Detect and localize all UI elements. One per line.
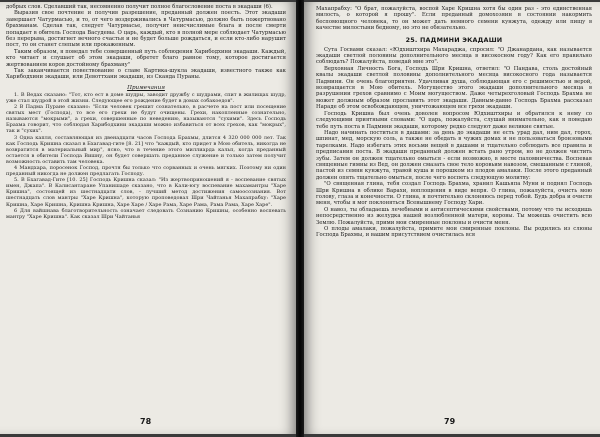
left-page bbox=[0, 2, 296, 434]
chapter-title: 25. ПАДМИНИ ЭКАДАШИ bbox=[405, 35, 503, 44]
paragraph: О плоды амалаки, пожалуйста, примите мои смиренные поклоны. Вы родились из слюны Господа Брахмы, и вашим присутствием очистилась вся bbox=[316, 226, 592, 239]
paragraph: добрых слов. Сделавший так, несомненно получит полное благословение поста в экадаши (6). bbox=[6, 4, 273, 10]
note-item: 3 Одна капля, составляющая из двенадцати часов Господа Брахмы, длится 4 320 000 000 лет. Так как Господь Кришна сказал в Бхагавад-гите [8. 21] что "каждый, кто придет в Мою обитель, никогда не возвратится в материальный мир", ясно, что в течение этого миллиарда кальп, когда преданный остается в обители Господа Вишну, он будет совершать преданное служение и только затем получит возможность оставить там человека. bbox=[6, 134, 286, 165]
notes-list bbox=[6, 92, 286, 220]
paragraph: Выразив свое почтение и получив разрешение, преданный должен поесть. Этот экадаши завершает Чатурмасью, и то, от чего воздерживались в Чатурмасью, должно быть пожертвовано брахманам. Сделав так, следует Чатурмасье, получит неисчислимые блага и после смерти попадает в обитель Господа Васудевы. О царь, каждый, кто в полной мере соблюдает Чатурмасью без перерыва, достигнет вечного счастья и не будет больше рождаться, и если кто-либо нарушит пост, то он станет слепым или прокаженным. bbox=[6, 10, 286, 49]
right-page-text bbox=[316, 6, 592, 239]
paragraph: Верховная Личность Бога, Господь Шри Кришна, ответил: "О Пандава, столь достойный квалы экадаши светлой половины дополнительного месяца високосного года называется Падмини. Он очень благоприятен. Удачливая душа, соблюдающая его с решимостью и верой, возвращается в Мою обитель. Могущество этого экадаши дополнительного месяца в разрушении грехов сравнимо с Моим могуществом. Даже четырехголовый Господь Брахма не может должным образом прославить этот экадаши. Давным-давно Господь Брахма рассказал Нараде об этом освобождающем, уничтожающем все грехи экадаши. bbox=[316, 65, 592, 111]
notes-heading: Примечания bbox=[127, 84, 165, 91]
paragraph: Господь Кришна был очень доволен вопросом Юдхиштхиры и обратился к нему со следующими приятными словами: "О царь, пожалуйста, слушай внимательно, как я поведаю тебе путь поста в Падмини экадаши, которому редко следуют даже великие святые. bbox=[316, 110, 592, 130]
paragraph: "О священная глина, тебя создал Господь Брахма, хранил Кашьяпа Муни и поднял Господь Шри Кришна в облике Варахи, воплощения в виде вепря. О глина, пожалуйста, очисть мою голову, глаза и конечности. О глина, я почтительно склоняюсь перед тобой. Будь добра и очисти меня, чтобы я мог поклоняться Всевышнему Господу Хари. bbox=[316, 181, 592, 207]
paragraph: О навоз, ты обладаешь лечебными и антисептическими свойствами, потому что ты исходишь непосредственно из желудка нашей возлюбленной матери, коровы. Ты можешь очистить всю Землю. Пожалуйста, прими мои смиренные поклоны и очисти меня. bbox=[316, 206, 592, 226]
note-item: 2 В Падма Пуране сказано: "Если человек грешит сознательно, в расчете на пост или посещение святых мест (Господа), то все его грехи не будут очищены. Грехи, накопленные сознательно, называются "мокрыми", а грехи, совершенные по неведению, называются "сухими". Здесь Господь Брахма говорит, что соблюдая Харибодхини экадаши можно избавиться от всех грехов, как "мокрых", так и "сухих". bbox=[6, 104, 286, 135]
page-number: 79 bbox=[444, 417, 456, 426]
page-number: 78 bbox=[140, 417, 152, 426]
note-item: 5. В Бхагавад-Гите [10. 25] Господь Кришна сказал: "Из жертвоприношений я - воспевание святых имен, Джапа". В Калисантаране Упанишаде сказано, что в Кали-югу воспевание махамантры "Харе Кришна", состоящей из шестнадцати слов, - лучший метод достижения самоосознания. Вот шестнадцать слов мантры "Харе Кришна", которую проповедовал Шри Чайтанья Махапрабху: "Харе Кришна, Харе Кришна, Кришна Кришна, Харе Харе / Харе Рама, Харе Рама, Рама Рама, Харе Харе". bbox=[6, 177, 286, 208]
paragraph: Сута Госвами сказал: «Юдхиштхира Махараджа, спросил: "О Джанардана, как называется экадаши светлой половины дополнительного месяца в високосном году? Как его правильно соблюдать? Пожалуйста, поведай мне это". bbox=[316, 46, 592, 66]
book-gutter bbox=[296, 0, 304, 437]
paragraph: Так заканчивается повествование о славе Картика-шукла экадаши, известного также как Харибодхини экадаши, или Девоттхани экадаши, из Сканда Пураны. bbox=[6, 68, 286, 81]
paragraph: Таким образом, я поведал тебе совершенный путь соблюдения Харибодхини экадаши. Каждый, кто читает и слушает об этом экадаши, обретет благо равное тому, которое достигается жертвованием коров достойному брахману" bbox=[6, 48, 286, 68]
right-page bbox=[304, 2, 600, 434]
note-item: 4 Мандхара, поросенок Господ, прочтя бы только что сорванных и очень мягких. Поэтому ни один преданный никогда не должен предлагать Господу. bbox=[6, 165, 286, 178]
paragraph: Надо начинать поститься в дашами: за день до экадаши не есть урад дал, ним дал, горох, шпинат, мед, морскую соль, а также не обедать в чужих домах и не пользоваться бронзовыми тарелками. Надо избегать этих восьми вещей в дашами и тщательно соблюдать все правила и предписания поста. В экадаши преданный должен встать рано утром, но не должен чистить зубы. Затем он должен тщательно омыться - если возможно, в месте паломничества. Воспевая священные гимны из Вед, он должен смазать свое тело коровьим навозом, смешанным с глиной, пастой из семян кунжута, травой куша и порошком из плодов амалаки. После этого преданный должен опять тщательно омыться, после чего воспеть следующую молитву: bbox=[316, 129, 592, 181]
paragraph: Махапрабху: "О брат, пожалуйста, воспой Харе Кришна хотя бы один раз - это единственная милость, о которой я прошу". Если преданный домохозяин в состоянии накормить беспомощного человека, то он может дать немного семени кунжута, одежду или пищу в качестве милостыни бедному, но это не обязательно. bbox=[316, 6, 592, 32]
note-item: 1. В Ведах сказано: "Тот, кто ест в доме шудры, заводит дружбу с шудрами, спит в жилищах шудр, уже стал шудрой в этой жизни. Следующее его рождение будет в домах собакоедов". bbox=[6, 91, 286, 104]
left-page-text bbox=[6, 4, 286, 220]
note-item: 6 Для вайшнава благотворительность означает следовать Сознанию Кришны, особенно воспевать мантру "Харе Кришна". Как сказал Шри Чайтанья bbox=[6, 207, 286, 220]
